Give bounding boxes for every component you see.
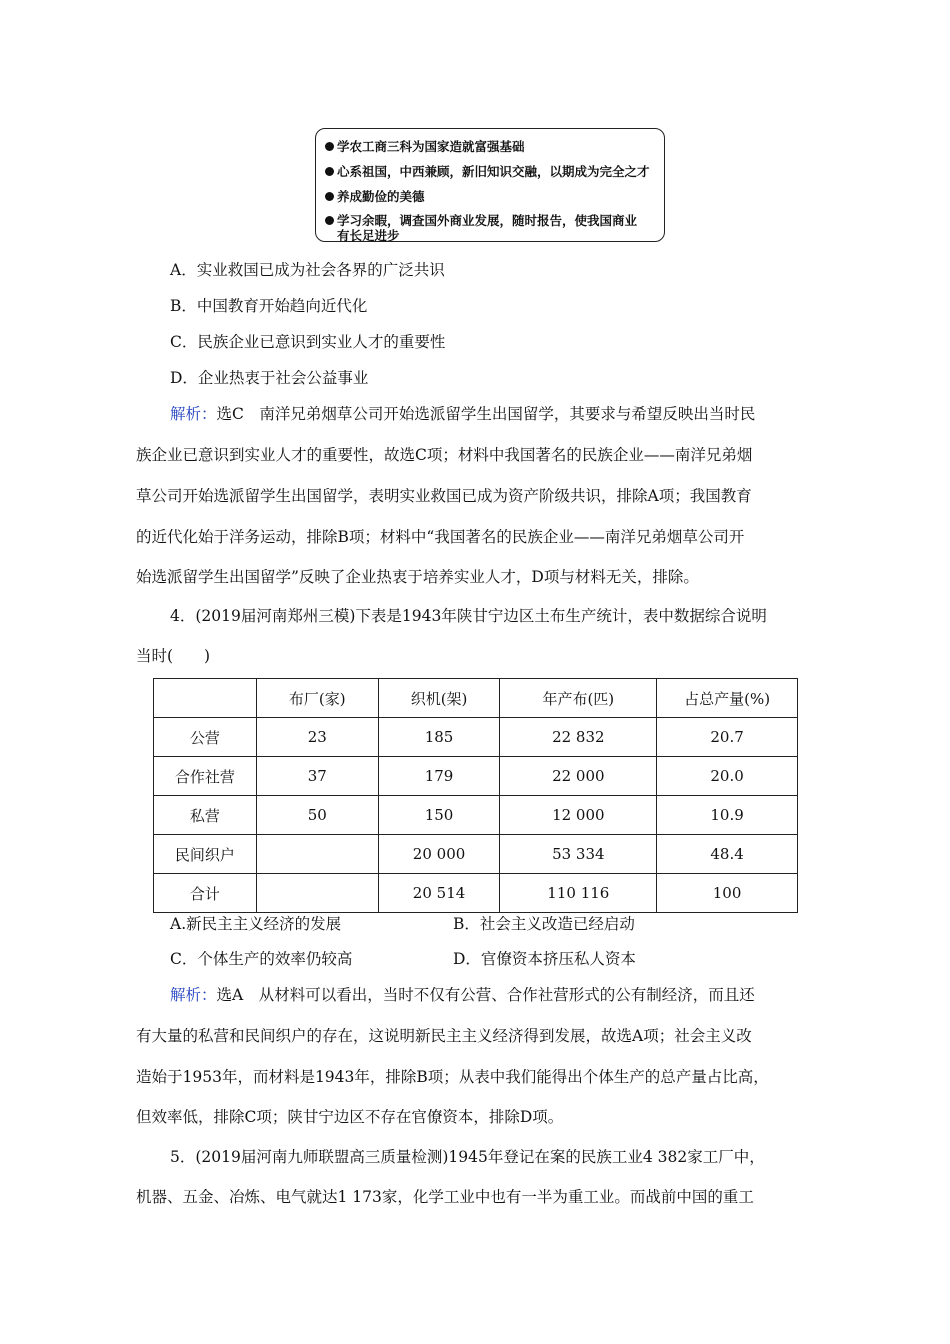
material-item: 养成勤俭的美德 (325, 189, 660, 204)
table-cell: 20 514 (378, 874, 500, 913)
q3-option-b: B．中国教育开始趋向近代化 (170, 297, 368, 315)
q4-stem: 4．(2019届河南郑州三模)下表是1943年陕甘宁边区土布生产统计，表中数据综合说明 (170, 607, 767, 625)
table-header-cell: 年产布(匹) (500, 679, 657, 718)
bullet-icon (325, 192, 334, 201)
q3-analysis-line: 始选派留学生出国留学”反映了企业热衷于培养实业人才，D项与材料无关，排除。 (136, 568, 699, 586)
q3-analysis-line: 的近代化始于洋务运动，排除B项；材料中“我国著名的民族企业——南洋兄弟烟草公司开 (136, 528, 745, 546)
table-cell: 22 000 (500, 757, 657, 796)
q4-option-b: B．社会主义改造已经启动 (453, 915, 635, 933)
table-cell: 179 (378, 757, 500, 796)
table-cell: 20 000 (378, 835, 500, 874)
q4-option-d: D．官僚资本挤压私人资本 (453, 950, 636, 968)
material-item-continued: 有长足进步 (337, 228, 400, 243)
q4-analysis-line: 但效率低，排除C项；陕甘宁边区不存在官僚资本，排除D项。 (136, 1108, 564, 1126)
table-row (154, 718, 798, 757)
table-cell: 12 000 (500, 796, 657, 835)
table-cell: 22 832 (500, 718, 657, 757)
bullet-icon (325, 167, 334, 176)
analysis-label: 解析： (170, 405, 217, 423)
table-cell: 100 (657, 874, 798, 913)
table-row (154, 757, 798, 796)
q4-analysis-line: 解析：选A 从材料可以看出，当时不仅有公营、合作社营形式的公有制经济，而且还 (170, 986, 755, 1004)
q3-option-a: A．实业救国已成为社会各界的广泛共识 (170, 261, 445, 279)
table-cell: 48.4 (657, 835, 798, 874)
table-header-cell: 占总产量(%) (657, 679, 798, 718)
table-cell: 20.7 (657, 718, 798, 757)
table-cell: 合计 (154, 874, 257, 913)
q3-analysis-line: 解析：选C 南洋兄弟烟草公司开始选派留学生出国留学，其要求与希望反映出当时民 (170, 405, 756, 423)
table-header-cell: 织机(架) (378, 679, 500, 718)
q4-analysis-line: 有大量的私营和民间织户的存在，这说明新民主主义经济得到发展，故选A项；社会主义改 (136, 1027, 752, 1045)
material-item: 学农工商三科为国家造就富强基础 (325, 139, 660, 154)
material-item: 心系祖国，中西兼顾，新旧知识交融，以期成为完全之才 (325, 164, 660, 179)
q3-option-c: C．民族企业已意识到实业人才的重要性 (170, 333, 446, 351)
q4-stem-continued: 当时( ) (136, 647, 211, 665)
bullet-icon (325, 216, 334, 225)
table-cell: 10.9 (657, 796, 798, 835)
table-cell: 53 334 (500, 835, 657, 874)
table-header-row (154, 679, 798, 718)
table-cell: 110 116 (500, 874, 657, 913)
table-cell: 185 (378, 718, 500, 757)
table-cell: 50 (256, 796, 378, 835)
q3-analysis-line: 草公司开始选派留学生出国留学，表明实业救国已成为资产阶级共识，排除A项；我国教育 (136, 487, 752, 505)
table-cell: 公营 (154, 718, 257, 757)
q4-option-a: A.新民主主义经济的发展 (170, 915, 342, 933)
table-cell: 民间织户 (154, 835, 257, 874)
table-cell (256, 874, 378, 913)
table-cell: 私营 (154, 796, 257, 835)
material-box (315, 128, 665, 242)
q5-stem: 5．(2019届河南九师联盟高三质量检测)1945年登记在案的民族工业4 382家工厂中， (170, 1148, 765, 1166)
table-cell (256, 835, 378, 874)
table-row (154, 835, 798, 874)
table-cell: 23 (256, 718, 378, 757)
table-header-cell: 布厂(家) (256, 679, 378, 718)
bullet-icon (325, 142, 334, 151)
production-table (153, 678, 798, 913)
q3-analysis-line: 族企业已意识到实业人才的重要性，故选C项；材料中我国著名的民族企业——南洋兄弟烟 (136, 446, 753, 464)
table-header-cell (154, 679, 257, 718)
q4-option-c: C．个体生产的效率仍较高 (170, 950, 353, 968)
table-cell: 20.0 (657, 757, 798, 796)
table-cell: 150 (378, 796, 500, 835)
analysis-label: 解析： (170, 986, 217, 1004)
table-cell: 37 (256, 757, 378, 796)
q5-stem-continued: 机器、五金、冶炼、电气就达1 173家，化学工业中也有一半为重工业。而战前中国的重工 (136, 1188, 754, 1206)
q3-option-d: D．企业热衷于社会公益事业 (170, 369, 369, 387)
table-row (154, 796, 798, 835)
table-row (154, 874, 798, 913)
q4-analysis-line: 造始于1953年，而材料是1943年，排除B项；从表中我们能得出个体生产的总产量占比高， (136, 1068, 769, 1086)
material-item: 学习余暇，调查国外商业发展，随时报告，使我国商业 (325, 213, 660, 228)
table-cell: 合作社营 (154, 757, 257, 796)
